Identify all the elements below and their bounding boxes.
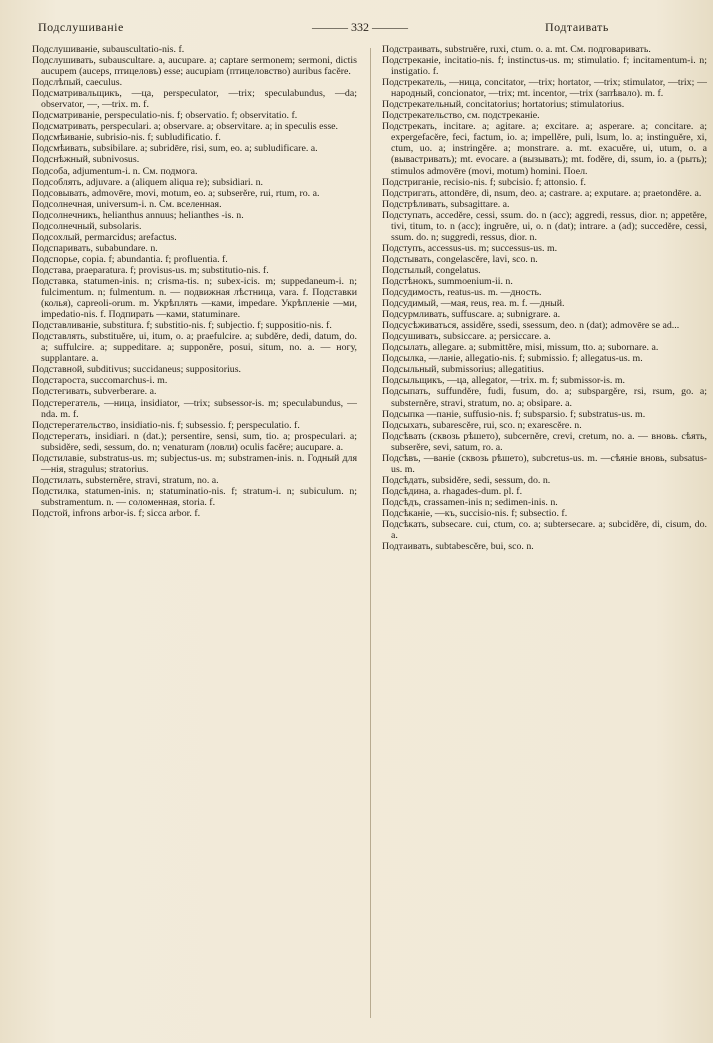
dictionary-entry: Подстрекательство, см. подстреканiе. [382, 110, 540, 122]
dictionary-entry: Подсыхать, subarescĕre, rui, sco. n; exarescĕre. n. [382, 419, 582, 431]
dictionary-entry: Подсмѣивать, subsibilare. a; subridēre, risi, sum, eo. a; subludificare. a. [32, 143, 318, 155]
dictionary-entry: Подстрекатель, —ница, concitator, —trix; hortator, —trix; stimulator, —trix; — народный, concionator, —trix; mt. incentor, —trix (запѣвало). m. f. [382, 77, 707, 100]
dictionary-entry: Подсохлый, permarcidus; arefactus. [32, 231, 177, 243]
header-right-guide-word: Подтаивать [545, 20, 609, 34]
dictionary-entry: Подснѣжный, subnivosus. [32, 154, 140, 166]
dictionary-entry: Подстрѣливать, subsagittare. a. [382, 198, 510, 210]
dictionary-entry: Подстерегательство, insidiatio-nis. f; subsessio. f; perspeculatio. f. [32, 419, 300, 431]
dictionary-entry: Подсѣкать, subsecare. cui, ctum, co. a; subtersecare. a; subcidĕre, di, cisum, do. a. [382, 519, 707, 542]
dictionary-entry: Подсылка, —ланiе, allegatio-nis. f; submissio. f; allegatus-us. m. [382, 353, 643, 365]
dictionary-entry: Подстылый, congelatus. [382, 264, 481, 276]
dictionary-entry: Подстрекать, incitare. a; agitare. a; excitare. a; asperare. a; concitare. a; expergefacĕre, feci, factum, io. a; impellĕre, puli, lsum, lo. a; instinguĕre, xi, ctum, uo. a; instringĕre. a; monstrare. a. mt. exacuĕre, ui, utum, o. a (вывастривать); mt. evocare. a (вызывать); mt. fodĕre, di, ssum, io. a (рыть); stimulos admovēre (movi, motum) homini. Поел. [382, 121, 707, 177]
dictionary-entry: Подсмѣиванiе, subrisio-nis. f; subludificatio. f. [32, 132, 221, 144]
dictionary-entry: Подсыльщикъ, —ца, allegator, —trix. m. f; submissor-is. m. [382, 375, 626, 387]
header-left-guide-word: Подслушиванiе [38, 20, 124, 34]
dictionary-entry: Подсушивать, subsiccare. a; persiccare. a. [382, 331, 551, 343]
dictionary-entry: Подсыпка —панiе, suffusio-nis. f; subsparsio. f; substratus-us. m. [382, 408, 646, 420]
dictionary-entry: Подстѣнокъ, summoenium-ii. n. [382, 275, 513, 287]
dictionary-entry: Подстилка, statumen-inis. n; statuminatio-nis. f; stratum-i. n; subiculum. n; substramentum. n. — соломенная, storia. f. [32, 485, 357, 508]
dictionary-entry: Подстерегать, insidiari. n (dat.); persentire, sensi, sum, tio. a; prospeculari. a; subsidĕre, sedi, sessum, do. n; venaturam (ловли) oculis facĕre; aucupare. a. [32, 430, 357, 453]
dictionary-entry: Подступать, accedĕre, cessi, ssum. do. n (acc); aggredi, ressus, dior. n; appetĕre, tivi, titum, to. n (acc); ingruĕre, ui, o. n (dat); intrare. a (ad); succedĕre, cessi, ssum. do. n; suggredi, ressus, dior. n. [382, 209, 707, 243]
dictionary-entry: Подстой, infrons arbor-is. f; sicca arbor. f. [32, 507, 201, 519]
dictionary-entry: Подставливанiе, substitura. f; substitio-nis. f; subjectio. f; suppositio-nis. f. [32, 320, 332, 332]
dictionary-entry: Подспорье, copia. f; abundantia. f; profluentia. f. [32, 253, 228, 265]
dictionary-entry: Подсматриванiе, perspeculatio-nis. f; observatio. f; observitatio. f. [32, 110, 298, 122]
dictionary-entry: Подсолнечная, universum-i. n. См. вселенная. [32, 198, 222, 210]
dictionary-entry: Подстегивать, subverberare. a. [32, 386, 157, 398]
dictionary-entry: Подстава, praeparatura. f; provisus-us. m; substitutio-nis. f. [32, 264, 269, 276]
dictionary-entry: Подспаривать, subabundare. n. [32, 242, 158, 254]
right-column [382, 44, 707, 1034]
dictionary-entry: Подслушивать, subauscultare. a, aucupare. a; captare sermonem; sermoni, dictis aucupem (auceps, птицеловъ) esse; aucupiam (птицеловство) auribus facĕre. [32, 55, 357, 78]
dictionary-entry: Подсоба, adjumentum-i. n. См. подмога. [32, 165, 198, 177]
dictionary-entry: Подтаивать, subtabescĕre, bui, sco. n. [382, 541, 534, 553]
dictionary-entry: Подсылать, allegare. a; submittĕre, misi, missum, tto. a; subornare. a. [382, 342, 659, 354]
dictionary-entry: Подсѣвъ, —ванiе (сквозь рѣшето), subcretus-us. m. —сѣянiе вновь, subsatus-us. m. [382, 452, 707, 475]
dictionary-entry: Подсолнечникъ, helianthus annuus; helianthes -is. n. [32, 209, 244, 221]
dictionary-entry: Подставной, subditivus; succidaneus; suppositorius. [32, 364, 241, 376]
dictionary-entry: Подстриганiе, recisio-nis. f; subcisio. f; attonsio. f. [382, 176, 586, 188]
dictionary-entry: Подстилать, substernĕre, stravi, stratum, no. a. [32, 474, 219, 486]
dictionary-entry: Подсурмливать, suffuscare. a; subnigrare. a. [382, 309, 561, 321]
dictionary-entry: Подсыпать, suffundĕre, fudi, fusum, do. a; subspargĕre, rsi, rsum, go. a; substernĕre, stravi, stratum, no. a; obsipare. a. [382, 386, 707, 409]
dictionary-entry: Подсусѣживаться, assidĕre, ssedi, ssessum, deo. n (dat); admovēre se ad... [382, 320, 680, 332]
dictionary-entry: Подстреканiе, incitatio-nis. f; instinctus-us. m; stimulatio. f; incitamentum-i. n; instigatio. f. [382, 55, 707, 78]
dictionary-entry: Подсѣканiе, —къ, succisio-nis. f; subsectio. f. [382, 507, 568, 519]
dictionary-entry: Подслѣпый, caeculus. [32, 77, 123, 89]
page-number-value: 332 [351, 20, 369, 34]
dictionary-entry: Подставка, statumen-inis. n; crisma-tis. n; subex-icis. m; suppedaneum-i. n; fulcimentum. n; fulmentum. n. — подвижная лѣстница, vara. f. Подставки (колья), capreoli-orum. m. Укрѣплять —ками, impedare. Укрѣпленiе —ми, impedatio-nis. f. Подпирать —ками, statuminare. [32, 275, 357, 321]
dictionary-entry: Подстилавiе, substratus-us. m; subjectus-us. m; substramen-inis. n. Годный для —нія, stragulus; stratorius. [32, 452, 357, 475]
dictionary-entry: Подстрекательный, concitatorius; hortatorius; stimulatorius. [382, 99, 625, 111]
dictionary-entry: Подстерегатель, —ница, insidiator, —trix; subsessor-is. m; speculabundus, —nda. m. f. [32, 397, 357, 420]
left-column [32, 44, 357, 1034]
dictionary-entry: Подсолнечный, subsolaris. [32, 220, 142, 232]
dictionary-entry: Подслушиванiе, subauscultatio-nis. f. [32, 44, 185, 55]
dictionary-entry: Подстывать, congelascĕre, lavi, sco. n. [382, 253, 538, 265]
dictionary-entry: Подступъ, accessus-us. m; successus-us. m. [382, 242, 558, 254]
dictionary-entry: Подсудимый, —мая, reus, rea. m. f. —дный. [382, 298, 565, 310]
dictionary-entry: Подсматривать, perspeculari. a; observare. a; observitare. a; in speculis esse. [32, 121, 339, 133]
dictionary-entry: Подсѣдина, a. rhagades-dum. pl. f. [382, 485, 523, 497]
column-divider [370, 48, 371, 1018]
dictionary-columns [30, 44, 707, 1034]
dictionary-entry: Подстраивать, substruĕre, ruxi, ctum. o. a. mt. См. подговаривать. [382, 44, 651, 55]
page-number: ——— 332 ——— [312, 20, 408, 34]
page-header [0, 20, 713, 40]
dictionary-entry: Подсѣдъ, crassamen-inis n; sedimen-inis. n. [382, 496, 558, 508]
dictionary-entry: Подсудимость, reatus-us. m. —дность. [382, 287, 542, 299]
dictionary-entry: Подставлять, substituĕre, ui, itum, o. a; praefulcire. a; subdĕre, dedi, datum, do. a; suffulcire. a; suppeditare. a; supponĕre, posui, situm, no. a. — ногу, supplantare. a. [32, 331, 357, 365]
dictionary-entry: Подсѣвать (сквозь рѣшето), subcernĕre, crevi, cretum, no. a. — вновь. сѣять, subserĕre, sevi, satum, ro. a. [382, 430, 707, 453]
dictionary-entry: Подстригать, attondēre, di, nsum, deo. a; castrare. a; exputare. a; praetondēre. a. [382, 187, 702, 199]
dictionary-entry: Подсматривальщикъ, —ца, perspeculator, —trix; speculabundus, —da; observator, —, —trix. m. f. [32, 88, 357, 111]
dictionary-entry: Подсѣдать, subsidĕre, sedi, sessum, do. n. [382, 474, 551, 486]
dictionary-entry: Подсовывать, admovēre, movi, motum, eo. a; subserĕre, rui, rtum, ro. a. [32, 187, 320, 199]
dictionary-entry: Подсоблять, adjuvare. a (aliquem aliqua re); subsidiari. n. [32, 176, 263, 188]
dictionary-entry: Подстароста, succomarchus-i. m. [32, 375, 168, 387]
dictionary-entry: Подсыльный, submissorius; allegatitius. [382, 364, 544, 376]
